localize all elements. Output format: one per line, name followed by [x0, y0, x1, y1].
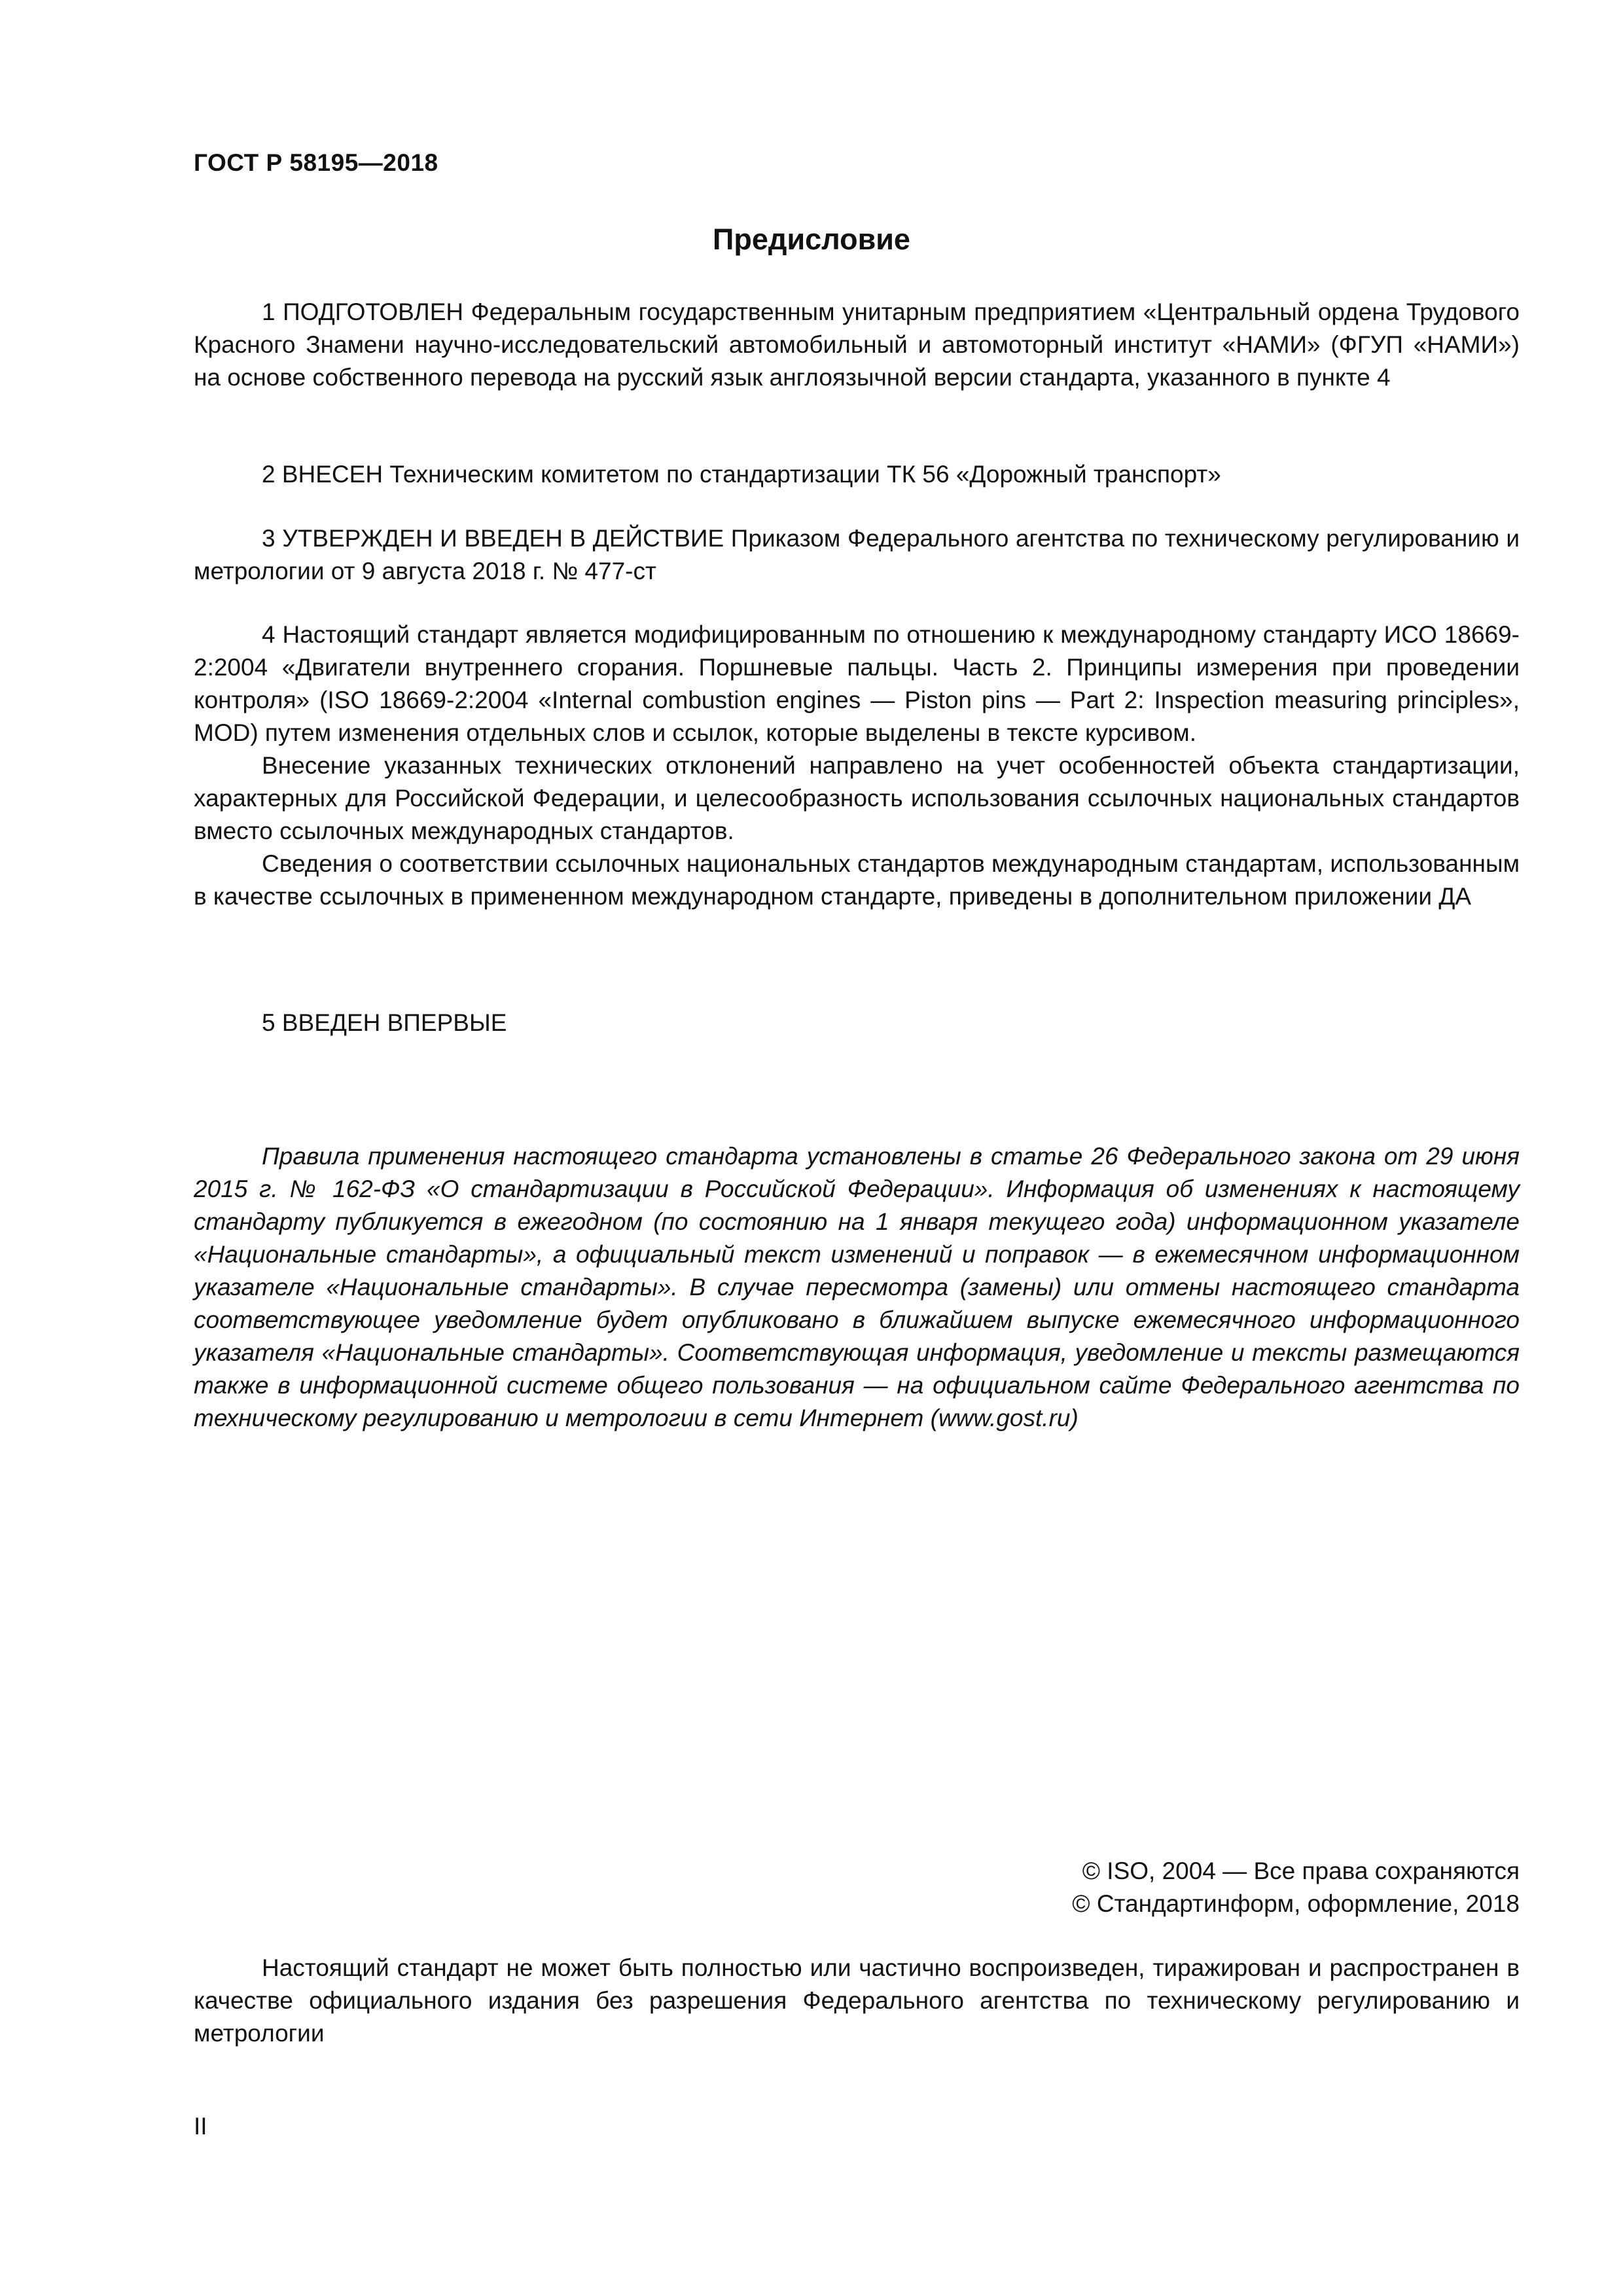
section-1-text: 1 ПОДГОТОВЛЕН Федеральным государственным унитарным предприятием «Центральный ордена Трудового Красного Знамени научно-исследовательский автомобильный и автомоторный институт «НАМИ» (ФГУП «НАМИ») на основе собственного перевода на русский язык англоязычной версии стандарта, указанного в пункте 4	[194, 298, 1520, 391]
section-5-text: 5 ВВЕДЕН ВПЕРВЫЕ	[262, 1009, 507, 1036]
rules-notice	[194, 1140, 1520, 1435]
section-4-paragraph-2: Внесение указанных технических отклонений направлено на учет особенностей объекта стандартизации, характерных для Российской Федерации, и целесообразность использования ссылочных национальных стандартов вместо ссылочных международных стандартов.	[194, 752, 1520, 844]
section-1	[194, 296, 1520, 394]
reproduction-restriction	[194, 1952, 1520, 2050]
reproduction-restriction-text: Настоящий стандарт не может быть полностью или частично воспроизведен, тиражирован и распространен в качестве официального издания без разрешения Федерального агентства по техническому регулированию и метрологии	[194, 1954, 1520, 2047]
copyright-block	[1072, 1855, 1520, 1920]
section-4-paragraph-3: Сведения о соответствии ссылочных национальных стандартов международным стандартам, использованным в качестве ссылочных в примененном международном стандарте, приведены в дополнительном приложении ДА	[194, 850, 1520, 910]
section-3	[194, 522, 1520, 588]
rules-notice-text: Правила применения настоящего стандарта установлены в статье 26 Федерального закона от 29 июня 2015 г. № 162-ФЗ «О стандартизации в Российской Федерации». Информация об изменениях к настоящему стандарту публикуется в ежегодном (по состоянию на 1 января текущего года) информационном указателе «Национальные стандарты», а официальный текст изменений и поправок — в ежемесячном информационном указателе «Национальные стандарты». В случае пересмотра (замены) или отмены настоящего стандарта соответствующее уведомление будет опубликовано в ближайшем выпуске ежемесячного информационного указателя «Национальные стандарты». Соответствующая информация, уведомление и тексты размещаются также в информационной системе общего пользования — на официальном сайте Федерального агентства по техническому регулированию и метрологии в сети Интернет (www.gost.ru)	[194, 1143, 1520, 1431]
copyright-iso: © ISO, 2004 — Все права сохраняются	[1082, 1857, 1520, 1884]
section-4	[194, 619, 1520, 913]
page-number: II	[194, 2113, 207, 2140]
section-5	[194, 1007, 1520, 1039]
document-code: ГОСТ Р 58195—2018	[194, 149, 438, 176]
section-2	[194, 458, 1520, 491]
section-2-text: 2 ВНЕСЕН Техническим комитетом по стандартизации ТК 56 «Дорожный транспорт»	[262, 461, 1221, 488]
copyright-standartinform: © Стандартинформ, оформление, 2018	[1072, 1890, 1520, 1917]
section-3-text: 3 УТВЕРЖДЕН И ВВЕДЕН В ДЕЙСТВИЕ Приказом Федерального агентства по техническому регулированию и метрологии от 9 августа 2018 г. № 477-ст	[194, 525, 1520, 584]
section-4-paragraph-1: 4 Настоящий стандарт является модифицированным по отношению к международному стандарту ИСО 18669-2:2004 «Двигатели внутреннего сгорания. Поршневые пальцы. Часть 2. Принципы измерения при проведении контроля» (ISO 18669-2:2004 «Internal combustion engines — Piston pins — Part 2: Inspection measuring principles», MOD) путем изменения отдельных слов и ссылок, которые выделены в тексте курсивом.	[194, 621, 1520, 746]
page-title: Предисловие	[713, 223, 910, 256]
